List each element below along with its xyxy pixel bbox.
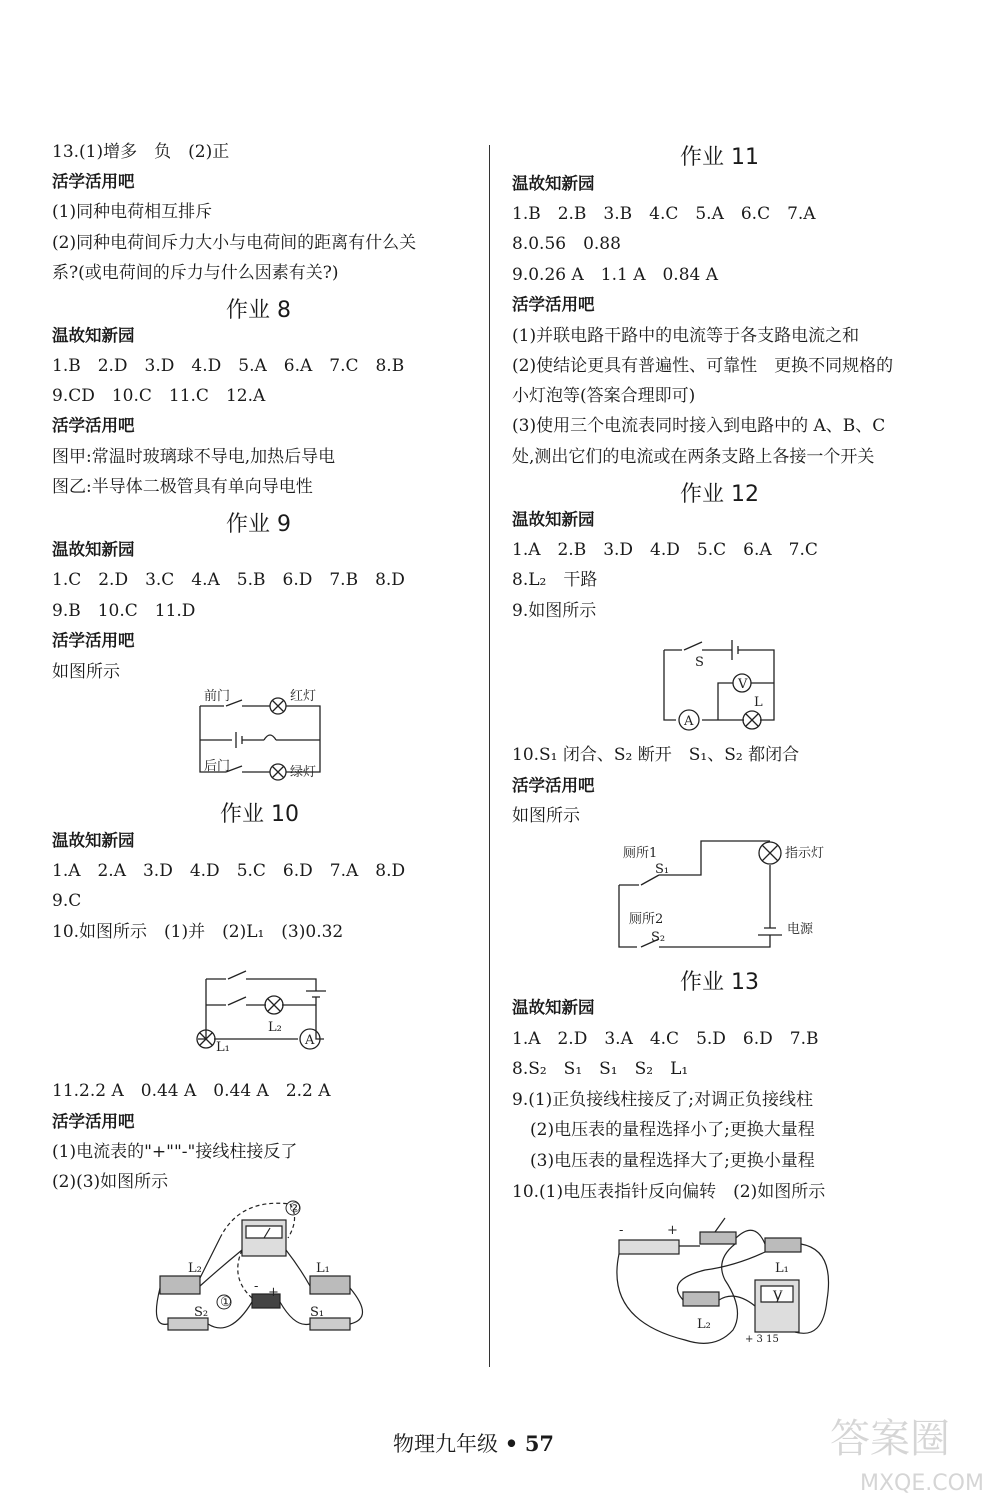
label-l1: L₁ <box>316 1261 330 1276</box>
answer-text: 图乙:半导体二极管具有单向导电性 <box>52 477 313 497</box>
answer-text: 小灯泡等(答案合理即可) <box>512 386 696 406</box>
label-l2: L₂ <box>697 1317 711 1332</box>
label-minus: - <box>254 1279 259 1294</box>
assignment-title-13: 作业 13 <box>680 970 759 995</box>
answer-text: (2)同种电荷间斥力大小与电荷间的距离有什么关 <box>52 233 417 253</box>
assignment-title-11: 作业 11 <box>680 145 759 170</box>
label-toilet-1: 厕所1 <box>623 846 658 861</box>
label-l1: L₁ <box>775 1261 789 1276</box>
answer-text: (3)电压表的量程选择大了;更换小量程 <box>530 1151 815 1171</box>
mark-2: ② <box>289 1201 301 1216</box>
label-red-lamp: 红灯 <box>290 689 317 704</box>
answer-row: 1.B 2.D 3.D 4.D 5.A 6.A 7.C 8.B <box>52 356 405 376</box>
page-number: 57 <box>524 1431 555 1456</box>
answer-text: 图甲:常温时玻璃球不导电,加热后导电 <box>52 447 336 467</box>
assignment-title-10: 作业 10 <box>220 802 299 827</box>
answer-row: 8.S₂ S₁ S₁ S₂ L₁ <box>512 1059 689 1079</box>
label-plus: + <box>667 1223 678 1238</box>
circuit-figure-9 <box>190 688 330 783</box>
footer-subject: 物理九年级 <box>393 1432 498 1456</box>
label-plus: + <box>268 1285 279 1300</box>
answer-row: 8.L₂ 干路 <box>512 570 598 590</box>
answer-text: 处,测出它们的电流或在两条支路上各接一个开关 <box>512 447 875 467</box>
answer-row: 1.A 2.A 3.D 4.D 5.C 6.D 7.A 8.D <box>52 861 406 881</box>
label-back-door: 后门 <box>204 759 231 774</box>
label-green-lamp: 绿灯 <box>290 765 317 780</box>
section-head: 温故知新园 <box>512 998 595 1017</box>
section-head: 活学活用吧 <box>512 295 595 314</box>
section-head: 温故知新园 <box>52 540 135 559</box>
mark-1: ① <box>220 1295 232 1310</box>
assignment-title-8: 作业 8 <box>226 298 291 323</box>
assignment-title-12: 作业 12 <box>680 482 759 507</box>
section-head: 活学活用吧 <box>52 1112 135 1131</box>
label-voltmeter: V <box>773 1289 783 1304</box>
watermark-text: 答案圈 <box>830 1416 950 1462</box>
answer-text: (2)电压表的量程选择小了;更换大量程 <box>530 1120 815 1140</box>
label-ammeter: A <box>305 1033 315 1048</box>
answer-11: 11.2.2 A 0.44 A 0.44 A 2.2 A <box>52 1081 331 1101</box>
section-head: 活学活用吧 <box>52 631 135 650</box>
label-s1: S₁ <box>310 1305 325 1320</box>
label-s2: S₂ <box>194 1305 209 1320</box>
answer-text: 9.(1)正负接线柱接反了;对调正负接线柱 <box>512 1090 814 1110</box>
label-s1: S₁ <box>655 862 670 877</box>
label-l: L <box>754 695 763 710</box>
section-head: 温故知新园 <box>512 174 595 193</box>
answer-text: (2)(3)如图所示 <box>52 1172 169 1192</box>
answer-text: 9.如图所示 <box>512 601 597 621</box>
column-divider <box>489 145 490 1367</box>
assignment-title-9: 作业 9 <box>226 512 291 537</box>
label-l1: L₁ <box>216 1040 230 1055</box>
answer-text: (1)并联电路干路中的电流等于各支路电流之和 <box>512 326 860 346</box>
answer-text: 10.如图所示 (1)并 (2)L₁ (3)0.32 <box>52 922 344 942</box>
footer-dot: • <box>504 1431 519 1456</box>
page-footer <box>393 1428 554 1458</box>
section-head: 活学活用吧 <box>512 776 595 795</box>
answer-row: 9.B 10.C 11.D <box>52 601 196 621</box>
circuit-figure-10 <box>188 965 333 1055</box>
answer-row: 9.C <box>52 891 82 911</box>
answer-text: (1)同种电荷相互排斥 <box>52 202 213 222</box>
physical-circuit-figure-13 <box>605 1210 835 1355</box>
section-head: 活学活用吧 <box>52 416 135 435</box>
section-head: 温故知新园 <box>52 831 135 850</box>
label-l2: L₂ <box>268 1020 282 1035</box>
answer-row: 9.CD 10.C 11.C 12.A <box>52 386 266 406</box>
answer-row: 1.A 2.B 3.D 4.D 5.C 6.A 7.C <box>512 540 818 560</box>
watermark-logo <box>820 1400 990 1500</box>
section-head: 温故知新园 <box>52 326 135 345</box>
section-head: 活学活用吧 <box>52 172 135 191</box>
label-toilet-2: 厕所2 <box>629 912 664 927</box>
label-minus: - <box>619 1223 624 1238</box>
label-l2: L₂ <box>188 1261 202 1276</box>
answer-row: 1.B 2.B 3.B 4.C 5.A 6.C 7.A <box>512 204 816 224</box>
answer-text: 如图所示 <box>52 662 120 682</box>
circuit-figure-12-9 <box>650 628 780 733</box>
answer-text: (3)使用三个电流表同时接入到电路中的 A、B、C <box>512 416 886 436</box>
answer-row: 8.0.56 0.88 <box>512 234 621 254</box>
label-indicator-lamp: 指示灯 <box>785 846 825 861</box>
answer-row: 1.A 2.D 3.A 4.C 5.D 6.D 7.B <box>512 1029 819 1049</box>
answer-13: 13.(1)增多 负 (2)正 <box>52 142 230 162</box>
answer-row: 1.C 2.D 3.C 4.A 5.B 6.D 7.B 8.D <box>52 570 405 590</box>
answer-text: 如图所示 <box>512 806 580 826</box>
label-s2: S₂ <box>651 930 666 945</box>
answer-text: 系?(或电荷间的斥力与什么因素有关?) <box>52 263 339 283</box>
label-voltmeter-scale: + 3 15 <box>745 1334 779 1345</box>
label-voltmeter: V <box>738 677 748 692</box>
label-ammeter: A <box>684 714 694 729</box>
physical-circuit-figure-10 <box>150 1198 390 1343</box>
label-front-door: 前门 <box>204 689 231 704</box>
label-power-source: 电源 <box>787 922 814 937</box>
label-s: S <box>695 655 704 670</box>
answer-text: (2)使结论更具有普遍性、可靠性 更换不同规格的 <box>512 356 894 376</box>
toilet-indicator-circuit <box>615 835 845 955</box>
section-head: 温故知新园 <box>512 510 595 529</box>
answer-text: 10.(1)电压表指针反向偏转 (2)如图所示 <box>512 1182 826 1202</box>
answer-row: 9.0.26 A 1.1 A 0.84 A <box>512 265 719 285</box>
answer-text: (1)电流表的"+""-"接线柱接反了 <box>52 1142 298 1162</box>
answer-10: 10.S₁ 闭合、S₂ 断开 S₁、S₂ 都闭合 <box>512 745 800 765</box>
watermark-url: MXQE.COM <box>860 1471 984 1496</box>
